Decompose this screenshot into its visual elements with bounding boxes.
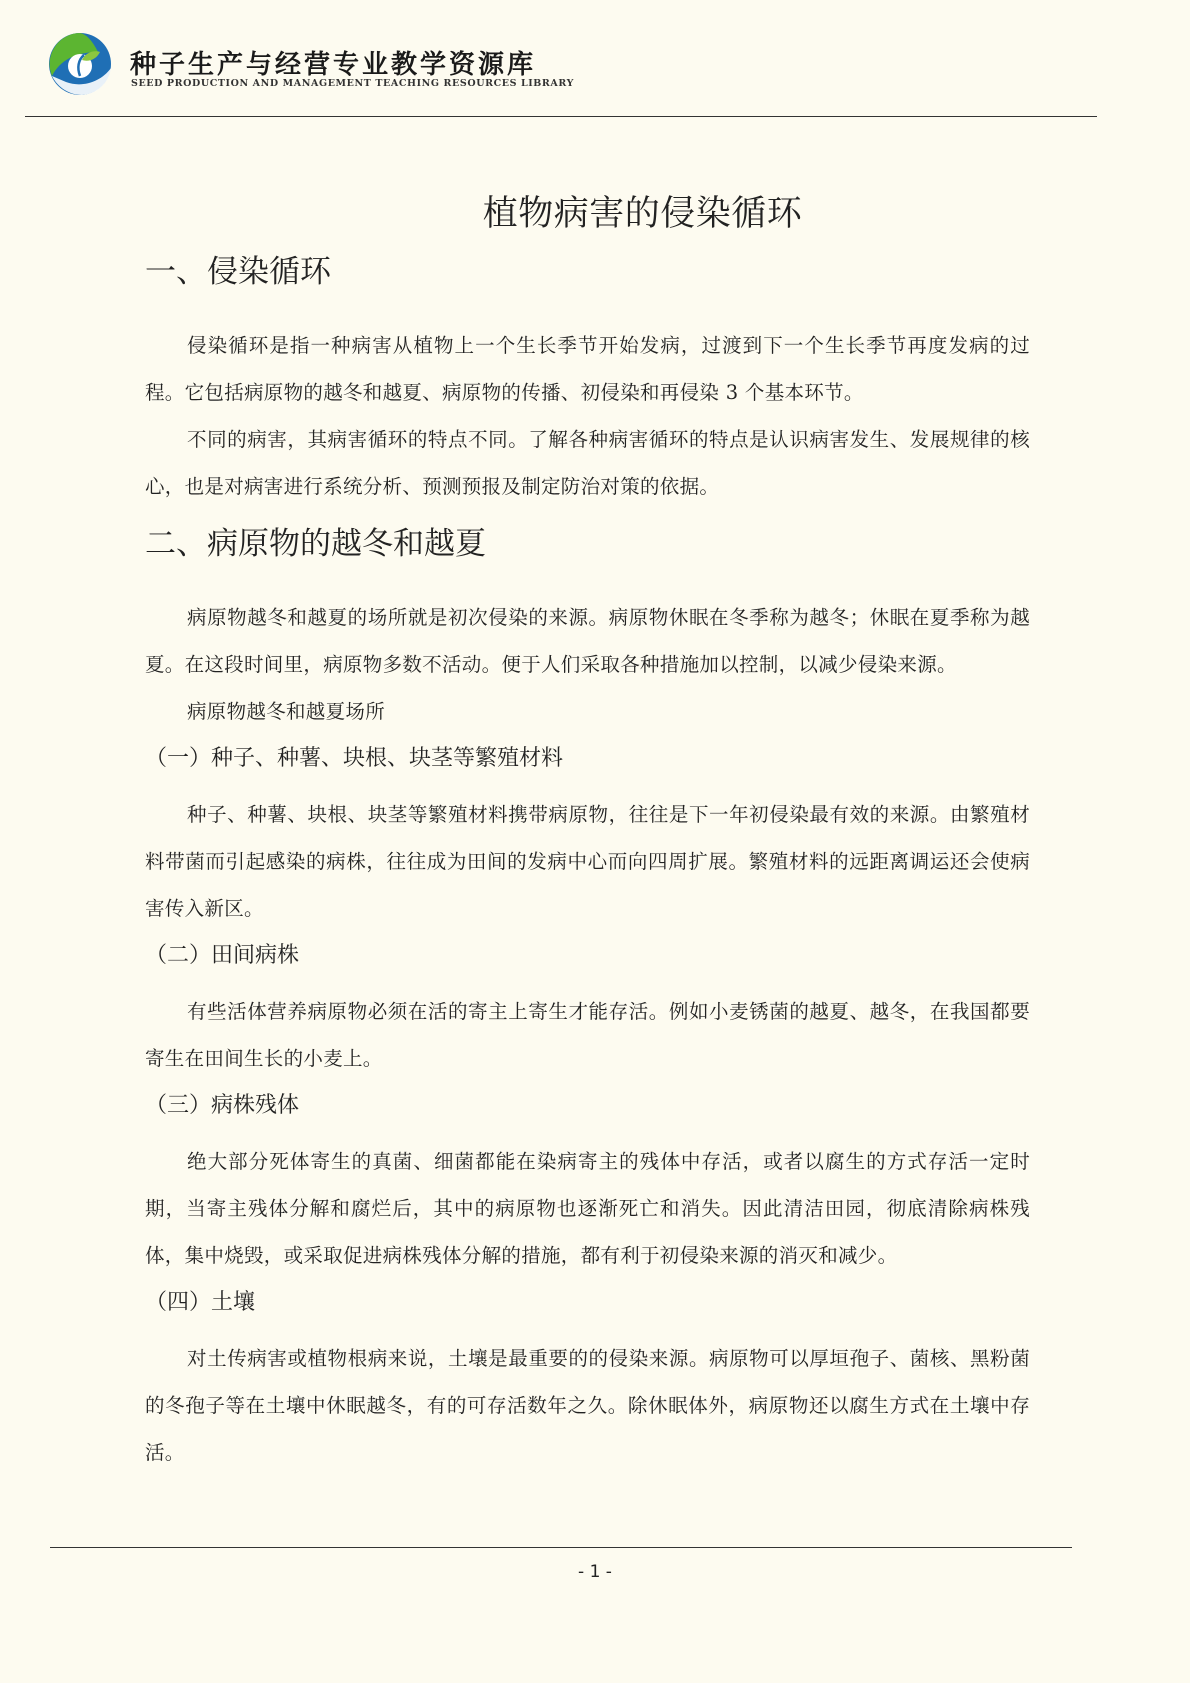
section-infection-cycle (145, 250, 1030, 510)
paragraph: 病原物越冬和越夏的场所就是初次侵染的来源。病原物休眠在冬季称为越冬；休眠在夏季称为越夏。在这段时间里，病原物多数不活动。便于人们采取各种措施加以控制，以减少侵染来源。 (145, 606, 1030, 676)
footer-divider (50, 1547, 1072, 1548)
subsection-heading: （一）种子、种薯、块根、块茎等繁殖材料 (145, 746, 564, 771)
paragraph: 不同的病害，其病害循环的特点不同。了解各种病害循环的特点是认识病害发生、发展规律的核心，也是对病害进行系统分析、预测预报及制定防治对策的依据。 (145, 428, 1030, 498)
paragraph: 种子、种薯、块根、块茎等繁殖材料携带病原物，往往是下一年初侵染最有效的来源。由繁殖材料带菌而引起感染的病株，往往成为田间的发病中心而向四周扩展。繁殖材料的远距离调运还会使病害传入新区。 (145, 803, 1030, 920)
paragraph: 有些活体营养病原物必须在活的寄主上寄生才能存活。例如小麦锈菌的越夏、越冬，在我国都要寄生在田间生长的小麦上。 (145, 1000, 1030, 1070)
paragraph: 对土传病害或植物根病来说，土壤是最重要的的侵染来源。病原物可以厚垣孢子、菌核、黑粉菌的冬孢子等在土壤中休眠越冬，有的可存活数年之久。除休眠体外，病原物还以腐生方式在土壤中存活。 (145, 1347, 1030, 1464)
subsection-heading: （四）土壤 (145, 1290, 256, 1315)
document-title: 植物病害的侵染循环 (482, 194, 803, 234)
header-divider (25, 116, 1097, 117)
org-subtitle: SEED PRODUCTION AND MANAGEMENT TEACHING RESOURCES LIBRARY (131, 78, 574, 89)
library-logo-icon (46, 30, 114, 98)
page-header (0, 0, 1190, 118)
paragraph: 绝大部分死体寄生的真菌、细菌都能在染病寄主的残体中存活，或者以腐生的方式存活一定时期，当寄主残体分解和腐烂后，其中的病原物也逐渐死亡和消失。因此清洁田园，彻底清除病株残体，集中烧毁，或采取促进病株残体分解的措施，都有利于初侵染来源的消灭和减少。 (145, 1150, 1030, 1267)
section-heading: 二、病原物的越冬和越夏 (145, 526, 486, 562)
org-name: 种子生产与经营专业教学资源库 (130, 50, 537, 80)
subsection-propagation-material (145, 741, 1030, 932)
subsection-heading: （三）病株残体 (145, 1093, 300, 1118)
document-body (145, 178, 1030, 1476)
paragraph: 侵染循环是指一种病害从植物上一个生长季节开始发病，过渡到下一个生长季节再度发病的过程。它包括病原物的越冬和越夏、病原物的传播、初侵染和再侵染 3 个基本环节。 (145, 334, 1030, 404)
paragraph: 病原物越冬和越夏场所 (187, 700, 386, 723)
subsection-heading: （二）田间病株 (145, 943, 300, 968)
subsection-plant-residue (145, 1088, 1030, 1279)
section-heading: 一、侵染循环 (145, 254, 331, 290)
subsection-field-plants (145, 938, 1030, 1082)
subsection-soil (145, 1285, 1030, 1476)
section-overwintering (145, 522, 1030, 1476)
page-number: - 1 - (578, 1562, 612, 1582)
